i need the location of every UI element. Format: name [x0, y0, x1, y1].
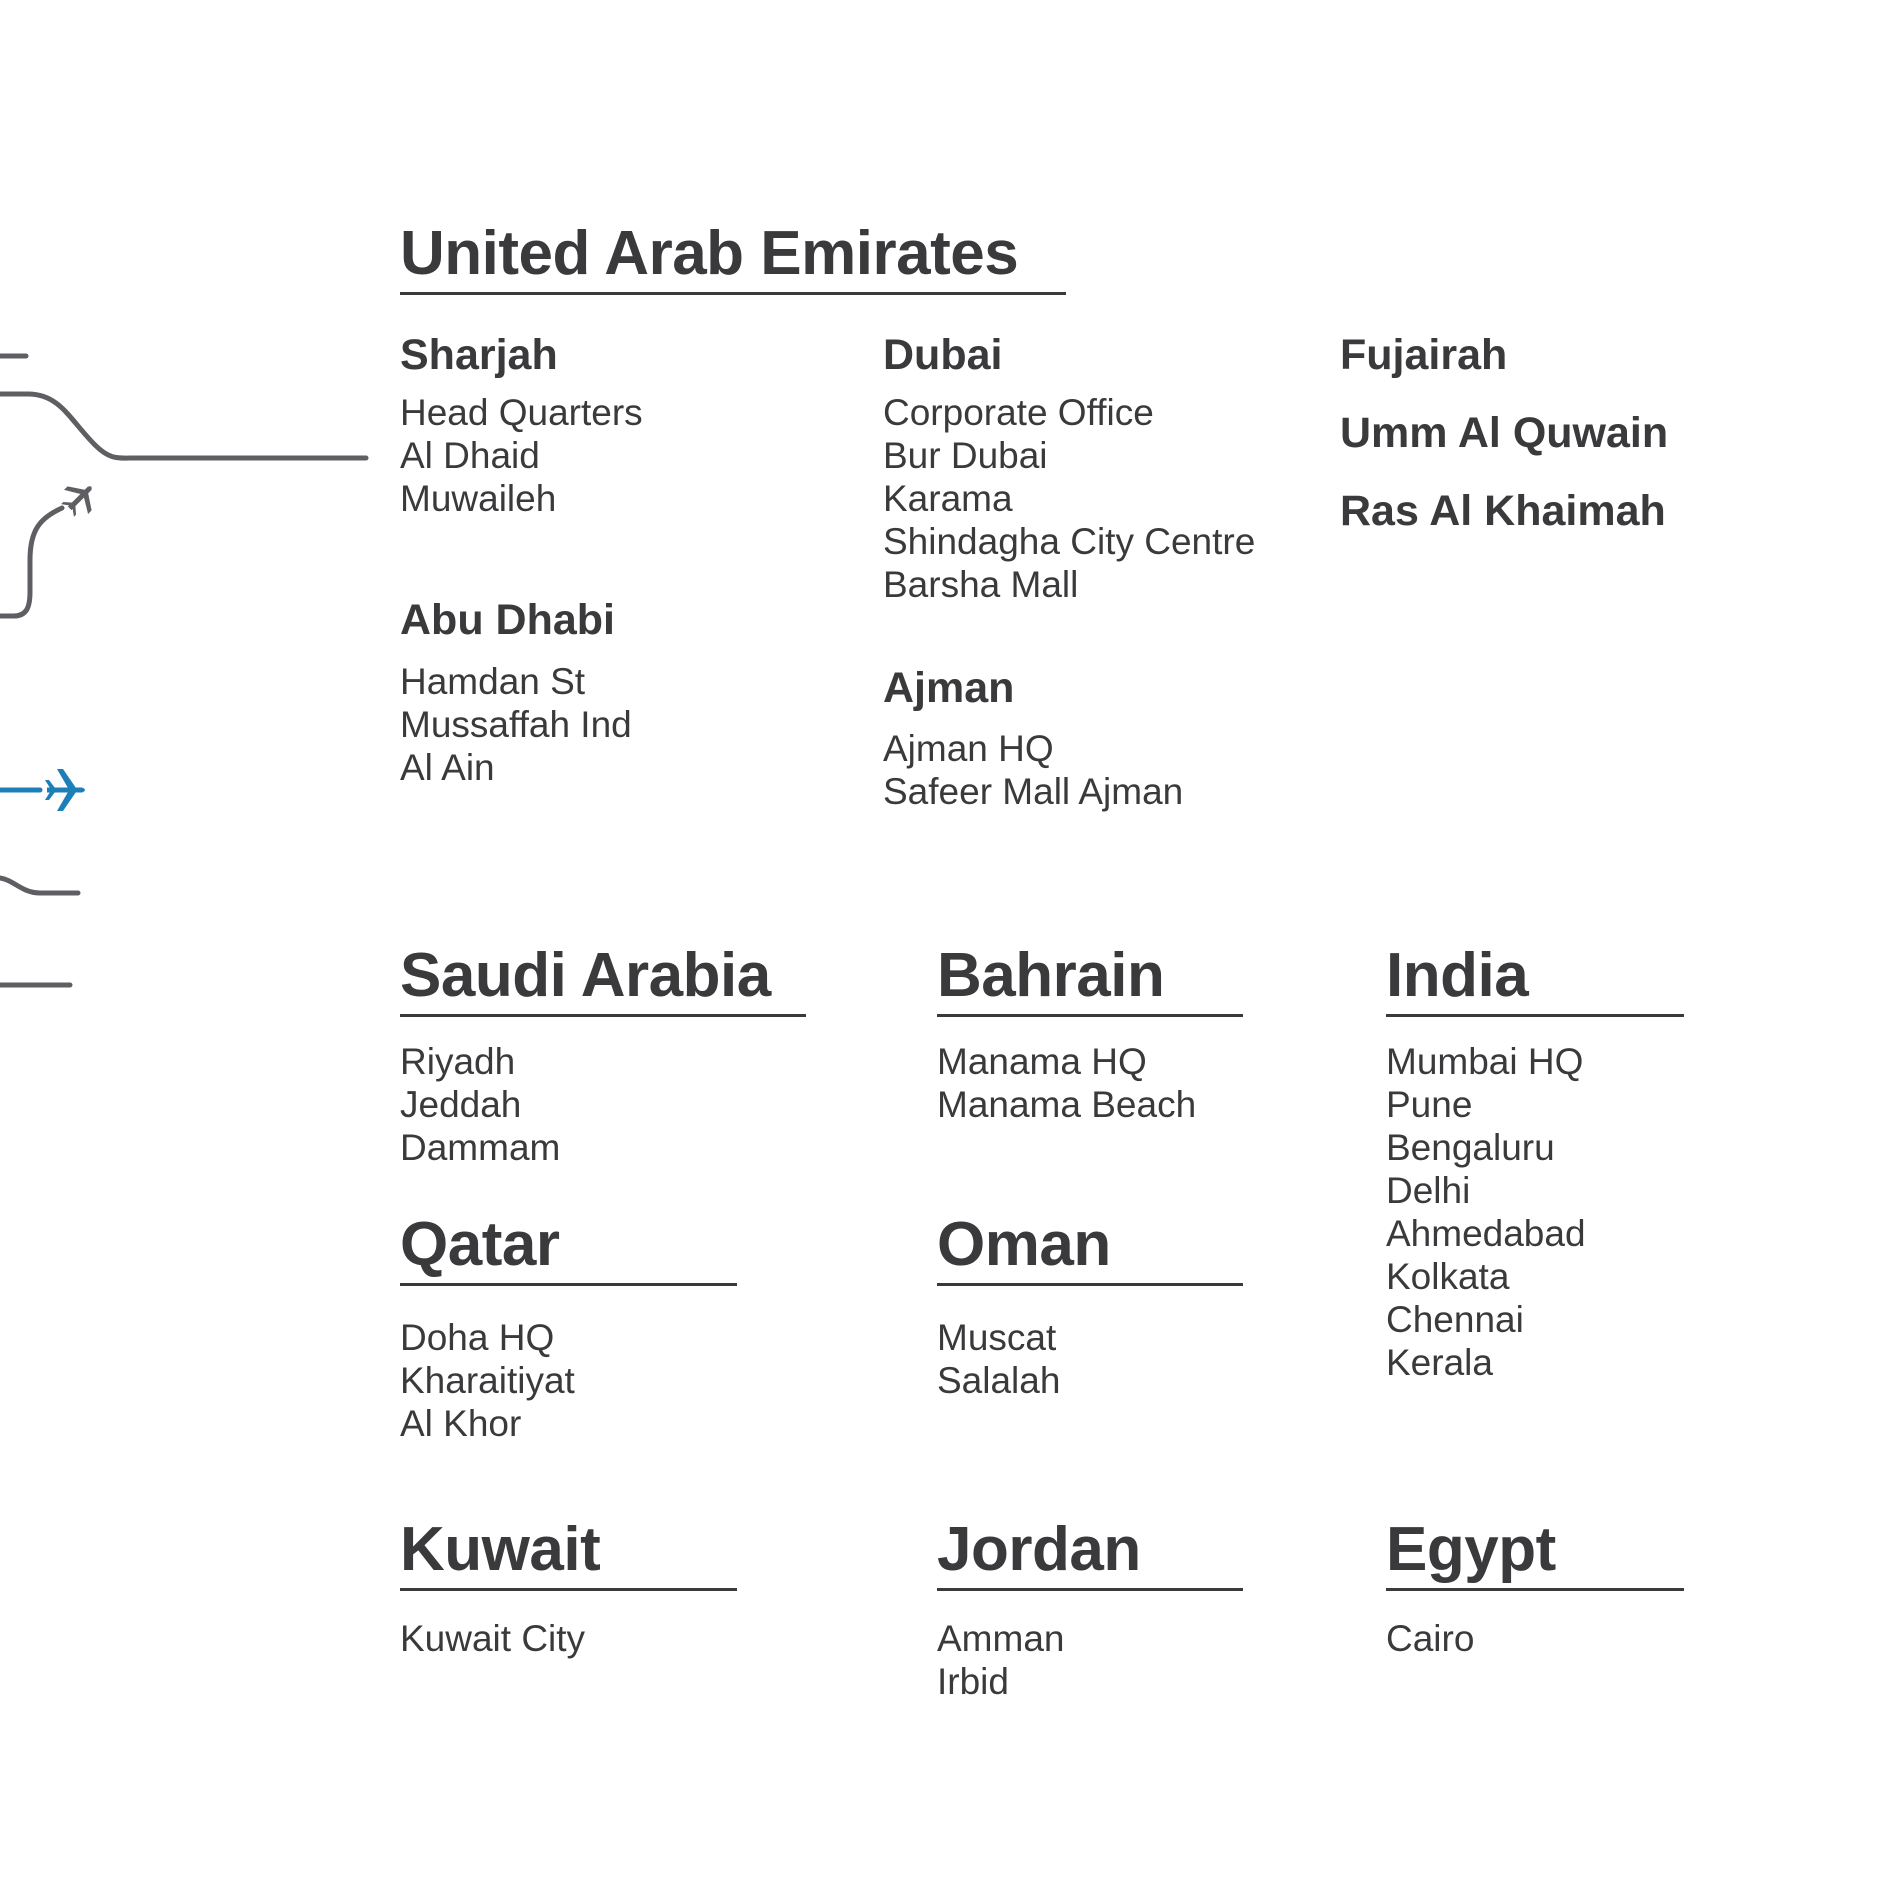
list-item: Pune [1386, 1084, 1473, 1125]
list-item: Ajman HQ [883, 728, 1054, 769]
list-item: Bengaluru [1386, 1127, 1555, 1168]
country-underline [937, 1588, 1243, 1591]
airplane-icon-gray [56, 475, 104, 523]
list-item: Al Ain [400, 747, 495, 788]
list-item: Salalah [937, 1360, 1061, 1401]
list-item: Dammam [400, 1127, 561, 1168]
sharjah-branch-list [400, 391, 643, 520]
list-item: Muscat [937, 1317, 1057, 1358]
country-title-jordan: Jordan [937, 1515, 1141, 1584]
list-item: Jeddah [400, 1084, 522, 1125]
route-lines-decoration [0, 0, 380, 1000]
list-item: Kerala [1386, 1342, 1493, 1383]
region-umm-al-quwain: Umm Al Quwain [1340, 409, 1669, 457]
list-item: Al Dhaid [400, 435, 540, 476]
list-item: Corporate Office [883, 392, 1154, 433]
list-item: Karama [883, 478, 1013, 519]
list-item: Ahmedabad [1386, 1213, 1586, 1254]
jordan-branch-list [937, 1617, 1064, 1703]
region-ras-al-khaimah: Ras Al Khaimah [1340, 487, 1666, 535]
list-item: Al Khor [400, 1403, 522, 1444]
country-underline [1386, 1588, 1684, 1591]
list-item: Kolkata [1386, 1256, 1510, 1297]
country-title-bahrain: Bahrain [937, 941, 1165, 1010]
list-item: Shindagha City Centre [883, 521, 1256, 562]
ajman-branch-list [883, 727, 1183, 813]
list-item: Kharaitiyat [400, 1360, 575, 1401]
uae-title: United Arab Emirates [400, 219, 1019, 288]
list-item: Barsha Mall [883, 564, 1079, 605]
region-fujairah: Fujairah [1340, 331, 1508, 379]
qatar-branch-list [400, 1316, 575, 1445]
list-item: Bur Dubai [883, 435, 1048, 476]
list-item: Manama HQ [937, 1041, 1147, 1082]
bahrain-branch-list [937, 1040, 1196, 1126]
country-title-saudi-arabia: Saudi Arabia [400, 941, 771, 1010]
uae-title-underline [400, 292, 1066, 295]
region-ajman: Ajman [883, 664, 1015, 712]
list-item: Riyadh [400, 1041, 516, 1082]
country-underline [937, 1014, 1243, 1017]
country-title-oman: Oman [937, 1210, 1111, 1279]
abu-dhabi-branch-list [400, 660, 632, 789]
list-item: Manama Beach [937, 1084, 1197, 1125]
list-item: Hamdan St [400, 661, 586, 702]
region-dubai: Dubai [883, 331, 1003, 379]
india-branch-list [1386, 1040, 1586, 1384]
country-title-kuwait: Kuwait [400, 1515, 601, 1584]
egypt-branch-list [1386, 1617, 1474, 1660]
route-line-curve [0, 508, 62, 616]
kuwait-branch-list [400, 1617, 585, 1660]
route-line-lower [0, 878, 78, 893]
country-underline [1386, 1014, 1684, 1017]
list-item: Mumbai HQ [1386, 1041, 1584, 1082]
oman-branch-list [937, 1316, 1060, 1402]
country-underline [400, 1588, 737, 1591]
list-item: Cairo [1386, 1618, 1475, 1659]
region-sharjah: Sharjah [400, 331, 558, 379]
country-title-india: India [1386, 941, 1529, 1010]
country-title-egypt: Egypt [1386, 1515, 1556, 1584]
list-item: Amman [937, 1618, 1065, 1659]
country-underline [400, 1014, 806, 1017]
country-underline [400, 1283, 737, 1286]
list-item: Muwaileh [400, 478, 557, 519]
route-line-to-sharjah [0, 394, 366, 458]
list-item: Mussaffah Ind [400, 704, 632, 745]
dubai-branch-list [883, 391, 1255, 606]
region-abu-dhabi: Abu Dhabi [400, 596, 615, 644]
list-item: Doha HQ [400, 1317, 555, 1358]
saudi-arabia-branch-list [400, 1040, 560, 1169]
country-title-qatar: Qatar [400, 1210, 560, 1279]
list-item: Kuwait City [400, 1618, 586, 1659]
airplane-icon-blue [45, 769, 85, 811]
list-item: Delhi [1386, 1170, 1471, 1211]
list-item: Head Quarters [400, 392, 643, 433]
list-item: Chennai [1386, 1299, 1524, 1340]
country-underline [937, 1283, 1243, 1286]
list-item: Irbid [937, 1661, 1009, 1702]
list-item: Safeer Mall Ajman [883, 771, 1184, 812]
